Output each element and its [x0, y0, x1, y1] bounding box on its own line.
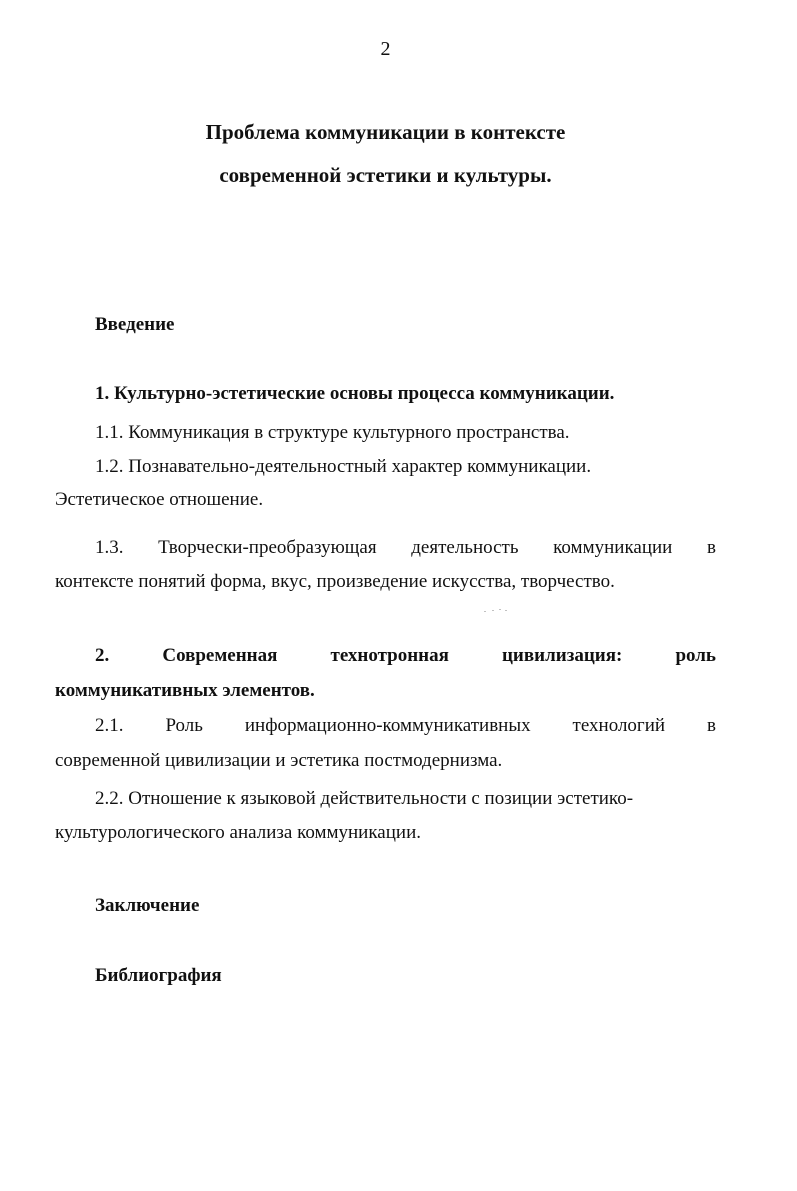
toc-section-2-2-line-2: культурологического анализа коммуникации.: [55, 822, 421, 843]
toc-chapter-2-word: технотронная: [330, 645, 449, 666]
toc-section-1-3-line-1: [95, 538, 716, 557]
toc-section-1-3-line-2: контексте понятий форма, вкус, произведение искусства, творчество.: [55, 571, 615, 592]
toc-chapter-1-heading: 1. Культурно-эстетические основы процесса коммуникации.: [95, 383, 615, 404]
toc-section-2-1-line-2: современной цивилизации и эстетика постмодернизма.: [55, 750, 503, 771]
toc-conclusion: Заключение: [95, 895, 200, 916]
toc-introduction: Введение: [95, 314, 175, 335]
toc-section-1-1: 1.1. Коммуникация в структуре культурного пространства.: [95, 422, 570, 443]
toc-section-1-3-word: деятельность: [411, 537, 519, 558]
toc-section-2-1-word: 2.1.: [95, 715, 124, 736]
toc-chapter-2-word: 2.: [95, 645, 110, 666]
toc-section-1-3-word: 1.3.: [95, 537, 124, 558]
toc-section-2-2-line-1: 2.2. Отношение к языковой действительности с позиции эстетико-: [95, 788, 634, 809]
page-number: 2: [380, 38, 391, 60]
toc-chapter-2-heading-line-1: [95, 646, 716, 665]
toc-section-1-3-word: коммуникации: [553, 537, 673, 558]
toc-section-2-1-word: технологий: [572, 715, 666, 736]
document-title-line-1: Проблема коммуникации в контексте: [205, 120, 566, 144]
toc-section-1-2-line-1: 1.2. Познавательно-деятельностный характер коммуникации.: [95, 456, 592, 477]
scan-speck: [484, 609, 508, 612]
toc-chapter-2-word: роль: [675, 645, 716, 666]
toc-section-2-1-line-1: [95, 716, 716, 735]
toc-chapter-2-word: цивилизация:: [501, 645, 623, 666]
toc-section-2-1-word: в: [707, 715, 716, 736]
toc-section-1-2-line-2: Эстетическое отношение.: [55, 489, 264, 510]
toc-bibliography: Библиография: [95, 965, 222, 986]
toc-section-2-1-word: Роль: [165, 715, 203, 736]
toc-section-1-3-word: Творчески-преобразующая: [158, 537, 377, 558]
toc-chapter-2-heading-line-2: коммуникативных элементов.: [55, 680, 315, 701]
toc-section-1-3-word: в: [706, 537, 716, 558]
toc-section-2-1-word: информационно-коммуникативных: [244, 715, 531, 736]
document-title-line-2: современной эстетики и культуры.: [219, 163, 552, 187]
toc-chapter-2-word: Современная: [162, 645, 278, 666]
